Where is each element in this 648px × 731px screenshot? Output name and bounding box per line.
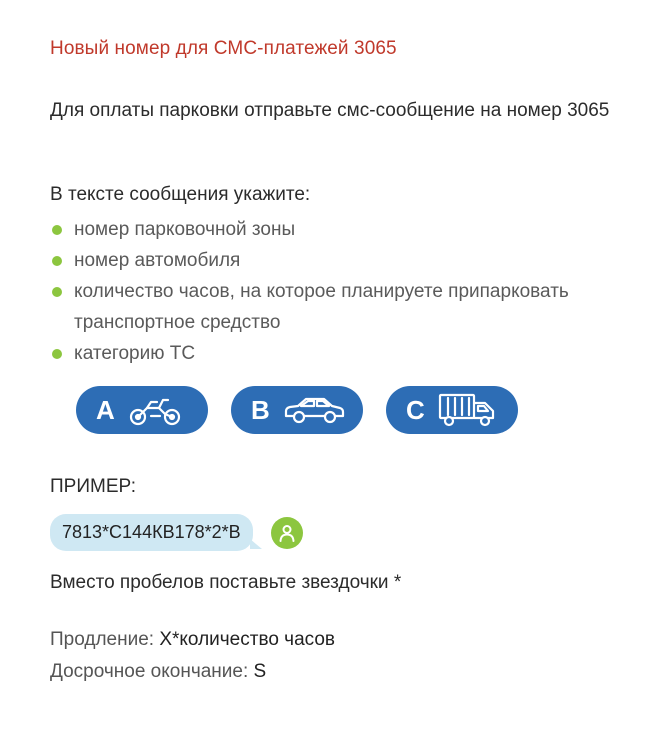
- bullet-dot-icon: [52, 349, 62, 359]
- asterisk-note: Вместо пробелов поставьте звездочки *: [50, 572, 402, 593]
- category-b-badge: [231, 386, 363, 434]
- list-item: [50, 276, 570, 338]
- extend-command: [50, 629, 335, 651]
- stop-command: [50, 661, 266, 683]
- sms-bubble: 7813*С144КВ178*2*В: [50, 514, 253, 551]
- list-item-label: номер автомобиля: [74, 250, 241, 271]
- list-item: [50, 245, 570, 276]
- category-letter: B: [251, 394, 270, 425]
- stop-label: Досрочное окончание:: [50, 661, 254, 682]
- bullet-dot-icon: [52, 256, 62, 266]
- motorcycle-icon: [127, 392, 183, 428]
- list-item: [50, 338, 570, 369]
- instructions-list: [50, 214, 570, 369]
- category-a-badge: [76, 386, 208, 434]
- category-letter: A: [96, 394, 115, 425]
- vehicle-categories: [76, 386, 518, 434]
- stop-code: S: [253, 661, 267, 682]
- instructions-title: В тексте сообщения укажите:: [50, 184, 311, 205]
- list-item-label: номер парковочной зоны: [74, 219, 296, 240]
- extend-label: Продление:: [50, 629, 160, 650]
- category-c-badge: [386, 386, 518, 434]
- sms-example: [50, 514, 303, 551]
- category-letter: C: [406, 394, 425, 425]
- car-icon: [282, 392, 346, 428]
- bullet-dot-icon: [52, 287, 62, 297]
- list-item-label: категорию ТС: [74, 343, 196, 364]
- person-icon: [277, 523, 297, 543]
- truck-icon: [437, 391, 499, 429]
- bullet-dot-icon: [52, 225, 62, 235]
- list-item-label: количество часов, на которое планируете припарковать транспортное средство: [74, 281, 569, 333]
- intro-text: Для оплаты парковки отправьте смс-сообщение на номер 3065: [50, 100, 610, 121]
- user-avatar-icon: [271, 517, 303, 549]
- extend-code: Х*количество часов: [159, 629, 336, 650]
- page-heading: Новый номер для СМС-платежей 3065: [50, 38, 397, 59]
- example-label: ПРИМЕР:: [50, 476, 137, 497]
- list-item: [50, 214, 570, 245]
